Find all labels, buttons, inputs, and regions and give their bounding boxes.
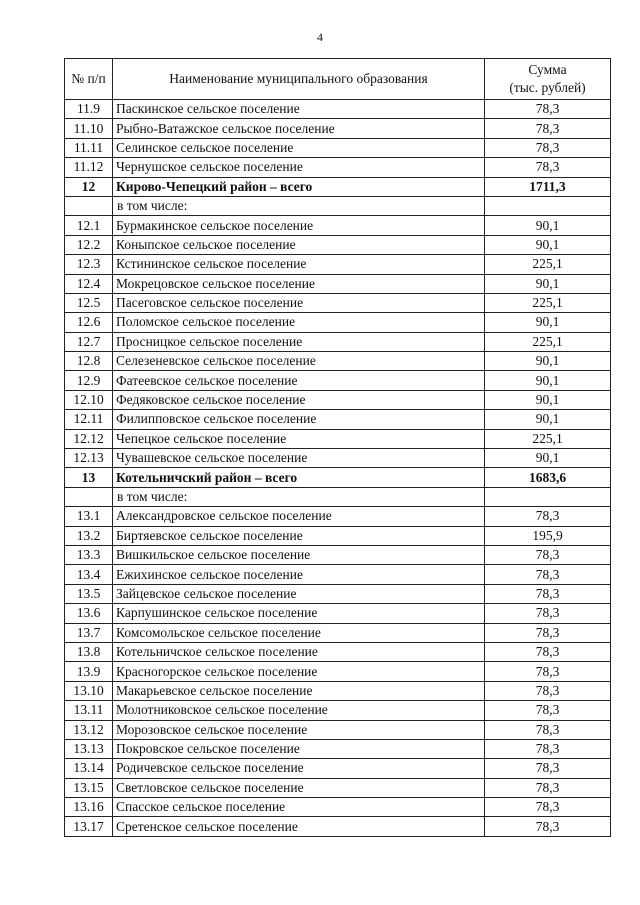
sum-cell: 90,1 [485,371,611,390]
table-row [65,759,611,778]
row-number-cell: 13.14 [65,759,113,778]
sum-cell: 78,3 [485,507,611,526]
row-number-cell: 13.16 [65,798,113,817]
municipality-name-cell: Селинское сельское поселение [113,138,485,157]
municipality-name-cell: в том числе: [113,487,485,506]
municipality-name-cell: Чепецкое сельское поселение [113,429,485,448]
table-row-subhead [65,487,611,506]
sum-cell: 90,1 [485,235,611,254]
row-number-cell: 13.12 [65,720,113,739]
sum-cell: 78,3 [485,739,611,758]
sum-cell: 225,1 [485,255,611,274]
sum-cell: 90,1 [485,449,611,468]
table-row [65,720,611,739]
municipality-name-cell: в том числе: [113,196,485,215]
sum-cell: 78,3 [485,138,611,157]
municipality-name-cell: Кстининское сельское поселение [113,255,485,274]
municipality-name-cell: Светловское сельское поселение [113,778,485,797]
row-number-cell: 11.9 [65,100,113,119]
table-row [65,623,611,642]
sum-cell: 90,1 [485,313,611,332]
sum-cell: 78,3 [485,701,611,720]
table-row [65,352,611,371]
sum-cell: 225,1 [485,429,611,448]
sum-cell: 90,1 [485,216,611,235]
municipality-name-cell: Коныпское сельское поселение [113,235,485,254]
table-row [65,158,611,177]
sum-cell: 90,1 [485,352,611,371]
sum-cell: 78,3 [485,545,611,564]
table-row [65,584,611,603]
row-number-cell: 11.10 [65,119,113,138]
table-row [65,449,611,468]
row-number-cell: 13.3 [65,545,113,564]
municipality-name-cell: Селезеневское сельское поселение [113,352,485,371]
row-number-cell: 13.2 [65,526,113,545]
table-row [65,332,611,351]
municipality-name-cell: Макарьевское сельское поселение [113,681,485,700]
row-number-cell: 13.10 [65,681,113,700]
municipality-name-cell: Котельничский район – всего [113,468,485,487]
sum-cell: 78,3 [485,778,611,797]
table-row [65,119,611,138]
row-number-cell: 13 [65,468,113,487]
row-number-cell: 12.5 [65,293,113,312]
sum-cell: 78,3 [485,119,611,138]
row-number-cell: 13.1 [65,507,113,526]
table-row [65,526,611,545]
municipality-name-cell: Сретенское сельское поселение [113,817,485,836]
sum-cell: 78,3 [485,158,611,177]
row-number-cell: 13.13 [65,739,113,758]
municipality-name-cell: Карпушинское сельское поселение [113,604,485,623]
table-row [65,507,611,526]
table-row [65,429,611,448]
table-row [65,642,611,661]
row-number-cell: 11.12 [65,158,113,177]
municipality-name-cell: Фатеевское сельское поселение [113,371,485,390]
table-row [65,235,611,254]
municipal-sum-table [64,58,611,837]
row-number-cell: 13.4 [65,565,113,584]
row-number-cell: 12.3 [65,255,113,274]
row-number-cell: 12.7 [65,332,113,351]
sum-cell: 78,3 [485,584,611,603]
sum-cell: 90,1 [485,274,611,293]
sum-cell: 225,1 [485,293,611,312]
table-row [65,255,611,274]
sum-cell: 1683,6 [485,468,611,487]
table-body [65,100,611,837]
sum-cell: 1711,3 [485,177,611,196]
header-row [65,59,611,100]
municipality-name-cell: Морозовское сельское поселение [113,720,485,739]
row-number-cell: 11.11 [65,138,113,157]
sum-cell: 78,3 [485,100,611,119]
table-header [65,59,611,100]
sum-cell: 78,3 [485,662,611,681]
table-row [65,293,611,312]
municipality-name-cell: Спасское сельское поселение [113,798,485,817]
page-number: 4 [317,30,323,44]
row-number-cell: 13.7 [65,623,113,642]
municipality-name-cell: Просницкое сельское поселение [113,332,485,351]
municipality-name-cell: Пасеговское сельское поселение [113,293,485,312]
table-row-total [65,468,611,487]
table-row [65,390,611,409]
municipality-name-cell: Поломское сельское поселение [113,313,485,332]
table-row [65,817,611,836]
municipality-name-cell: Покровское сельское поселение [113,739,485,758]
table-row [65,701,611,720]
row-number-cell: 12.10 [65,390,113,409]
table-row-subhead [65,196,611,215]
row-number-cell [65,196,113,215]
sum-cell: 90,1 [485,390,611,409]
table-row [65,371,611,390]
row-number-cell: 12.13 [65,449,113,468]
sum-cell: 78,3 [485,604,611,623]
municipality-name-cell: Молотниковское сельское поселение [113,701,485,720]
table-row [65,681,611,700]
municipality-name-cell: Зайцевское сельское поселение [113,584,485,603]
sum-cell: 78,3 [485,817,611,836]
municipality-name-cell: Чувашевское сельское поселение [113,449,485,468]
sum-cell: 90,1 [485,410,611,429]
row-number-cell: 12.9 [65,371,113,390]
municipality-name-cell: Рыбно-Ватажское сельское поселение [113,119,485,138]
header-sum [485,59,611,100]
sum-cell: 225,1 [485,332,611,351]
table-row [65,545,611,564]
table-row [65,798,611,817]
row-number-cell: 13.8 [65,642,113,661]
row-number-cell: 12.2 [65,235,113,254]
municipality-name-cell: Ежихинское сельское поселение [113,565,485,584]
municipality-name-cell: Чернушское сельское поселение [113,158,485,177]
municipality-name-cell: Александровское сельское поселение [113,507,485,526]
row-number-cell: 13.9 [65,662,113,681]
sum-cell: 78,3 [485,623,611,642]
table-row [65,138,611,157]
row-number-cell [65,487,113,506]
row-number-cell: 12.6 [65,313,113,332]
municipality-name-cell: Мокрецовское сельское поселение [113,274,485,293]
row-number-cell: 12.1 [65,216,113,235]
row-number-cell: 12.11 [65,410,113,429]
municipality-name-cell: Паскинское сельское поселение [113,100,485,119]
sum-cell: 78,3 [485,565,611,584]
header-sum-line1: Сумма [528,62,567,77]
table-row-total [65,177,611,196]
table-row [65,778,611,797]
table-row [65,216,611,235]
table-row [65,100,611,119]
municipality-name-cell: Котельничское сельское поселение [113,642,485,661]
municipality-name-cell: Филипповское сельское поселение [113,410,485,429]
sum-cell: 78,3 [485,720,611,739]
sum-cell: 78,3 [485,681,611,700]
municipality-name-cell: Комсомольское сельское поселение [113,623,485,642]
table-row [65,739,611,758]
row-number-cell: 12.8 [65,352,113,371]
header-sum-line2: (тыс. рублей) [509,80,586,95]
municipality-name-cell: Бурмакинское сельское поселение [113,216,485,235]
row-number-cell: 12.4 [65,274,113,293]
sum-cell [485,487,611,506]
sum-cell: 195,9 [485,526,611,545]
municipality-name-cell: Кирово-Чепецкий район – всего [113,177,485,196]
row-number-cell: 13.17 [65,817,113,836]
row-number-cell: 13.15 [65,778,113,797]
municipality-name-cell: Вишкильское сельское поселение [113,545,485,564]
table-row [65,604,611,623]
table-row [65,274,611,293]
sum-cell: 78,3 [485,798,611,817]
row-number-cell: 13.5 [65,584,113,603]
table-row [65,662,611,681]
header-name: Наименование муниципального образования [113,59,485,100]
row-number-cell: 12 [65,177,113,196]
municipality-name-cell: Биртяевское сельское поселение [113,526,485,545]
row-number-cell: 13.11 [65,701,113,720]
sum-cell: 78,3 [485,759,611,778]
sum-cell [485,196,611,215]
sum-cell: 78,3 [485,642,611,661]
table-row [65,565,611,584]
municipality-name-cell: Родичевское сельское поселение [113,759,485,778]
header-num: № п/п [65,59,113,100]
row-number-cell: 12.12 [65,429,113,448]
table-row [65,410,611,429]
row-number-cell: 13.6 [65,604,113,623]
table-row [65,313,611,332]
municipality-name-cell: Федяковское сельское поселение [113,390,485,409]
municipality-name-cell: Красногорское сельское поселение [113,662,485,681]
